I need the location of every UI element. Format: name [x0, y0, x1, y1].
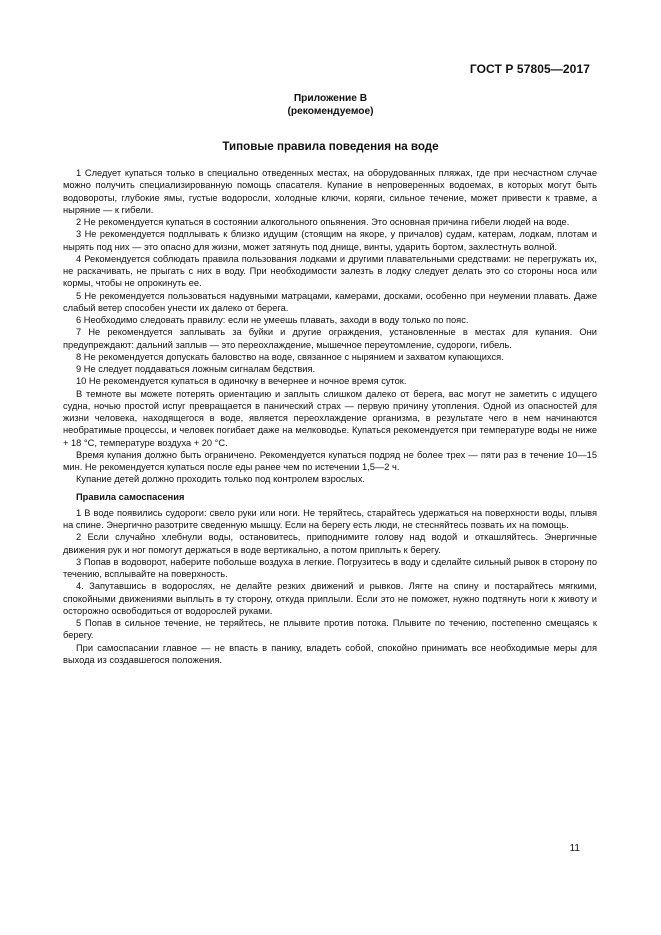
- paragraph-children: Купание детей должно проходить только под контролем взрослых.: [76, 474, 365, 485]
- paragraph-rule-2: 2 Не рекомендуется купаться в состоянии алкогольного опьянения. Это основная причина гибели людей на воде.: [76, 217, 570, 227]
- paragraph-rule-1: 1 Следует купаться только в специально отведенных местах, на оборудованных пляжах, где при несчастном случае можно получить специализированную помощь спасателя. Купание в непроверенных водоемах, в которых могут быть водовороты, глубокие ямы, густые водоросли, холодные ключи, коряги, сильное течение, может привести к травме, а ныряние — к гибели.: [63, 168, 597, 215]
- paragraph-rule-7: 7 Не рекомендуется заплывать за буйки и другие ограждения, установленные в местах для купания. Они предупреждают: дальний заплыв — это переохлаждение, мышечное переутомление, судороги, гибель.: [63, 327, 597, 350]
- paragraph-rule-4: 4 Рекомендуется соблюдать правила пользования лодками и другими плавательными средствами: не перегружать их, не раскачивать, не прыгать с них в воду. При необходимости залезть в лодку следует делать это со стороны носа или кормы, чтобы не опрокинуть ее.: [63, 253, 597, 289]
- self-rescue-rule-4: 4. Запутавшись в водорослях, не делайте резких движений и рывков. Лягте на спину и постарайтесь мягкими, спокойными движениями выплыть в ту сторону, откуда приплыли. Если это не поможет, нужно подтянуть ноги к животу и осторожно освободиться от водорослей руками.: [63, 581, 597, 616]
- paragraph-rule-5: 5 Не рекомендуется пользоваться надувными матрацами, камерами, досками, особенно при неумении плавать. Даже слабый ветер способен унести их далеко от берега.: [63, 290, 597, 313]
- paragraph-darkness: В темноте вы можете потерять ориентацию и заплыть слишком далеко от берега, вас могут не заметить с идущего судна, ночью простой испуг превращается в панический страх — первую причину утопления. Одной из опасностей для жизни человека, находящегося в воде, является переохлаждение организма, в результате чего в нем начинаются необратимые процессы, и человек погибает даже на мелководье. Купаться рекомендуется при температуре воды не ниже + 18 °С, температуре воздуха + 20 °С.: [63, 388, 597, 448]
- annex-status: (рекомендуемое): [287, 106, 374, 117]
- annex-heading: [0, 92, 661, 118]
- paragraph-rule-3: 3 Не рекомендуется подплывать к близко идущим (стоящим на якоре, у причалов) судам, катерам, лодкам, плотам и нырять под них — это опасно для жизни, может затянуть под днище, винты, ударить бортом, захлестнуть волной.: [63, 229, 597, 252]
- page-title: Типовые правила поведения на воде: [222, 140, 439, 153]
- self-rescue-rule-1: 1 В воде появились судороги: свело руки или ноги. Не теряйтесь, старайтесь удержаться на поверхности воды, плывя на спине. Энергично разотрите сведенную мышцу. Если на берегу есть люди, не стесняйтесь позвать их на помощь.: [63, 507, 597, 530]
- self-rescue-rule-3: 3 Попав в водоворот, наберите побольше воздуха в легкие. Погрузитесь в воду и сделайте сильный рывок в сторону по течению, всплывайте на поверхность.: [63, 556, 597, 579]
- page-number: 11: [569, 843, 580, 854]
- self-rescue-rule-5: 5 Попав в сильное течение, не теряйтесь, не плывите против потока. Плывите по течению, постепенно смещаясь к берегу.: [63, 618, 597, 641]
- paragraph-bathing-time: Время купания должно быть ограничено. Рекомендуется купаться подряд не более трех — пяти раз в течение 10—15 мин. Не рекомендуется купаться после еды ранее чем по истечении 1,5—2 ч.: [63, 449, 597, 472]
- self-rescue-rule-2: 2 Если случайно хлебнули воды, остановитесь, приподнимите голову над водой и откашляйтесь. Энергичные движения рук и ног помогут держаться в воде вертикально, а потом приплыть к берегу.: [63, 532, 597, 555]
- paragraph-rule-8: 8 Не рекомендуется допускать баловство на воде, связанное с нырянием и захватом купающихся.: [76, 351, 504, 362]
- self-rescue-heading: Правила самоспасения: [76, 491, 185, 502]
- paragraph-rule-10: 10 Не рекомендуется купаться в одиночку в вечернее и ночное время суток.: [76, 376, 407, 387]
- annex-title: Приложение В: [293, 93, 368, 104]
- self-rescue-conclusion: При самоспасании главное — не впасть в панику, владеть собой, спокойно принимать все необходимые меры для выхода из создавшегося положения.: [63, 642, 597, 665]
- paragraph-rule-6: 6 Необходимо следовать правилу: если не умеешь плавать, заходи в воду только по пояс.: [76, 315, 469, 325]
- standard-number: ГОСТ Р 57805—2017: [469, 62, 590, 76]
- paragraph-rule-9: 9 Не следует поддаваться ложным сигналам бедствия.: [76, 364, 316, 374]
- body-text: [63, 167, 597, 666]
